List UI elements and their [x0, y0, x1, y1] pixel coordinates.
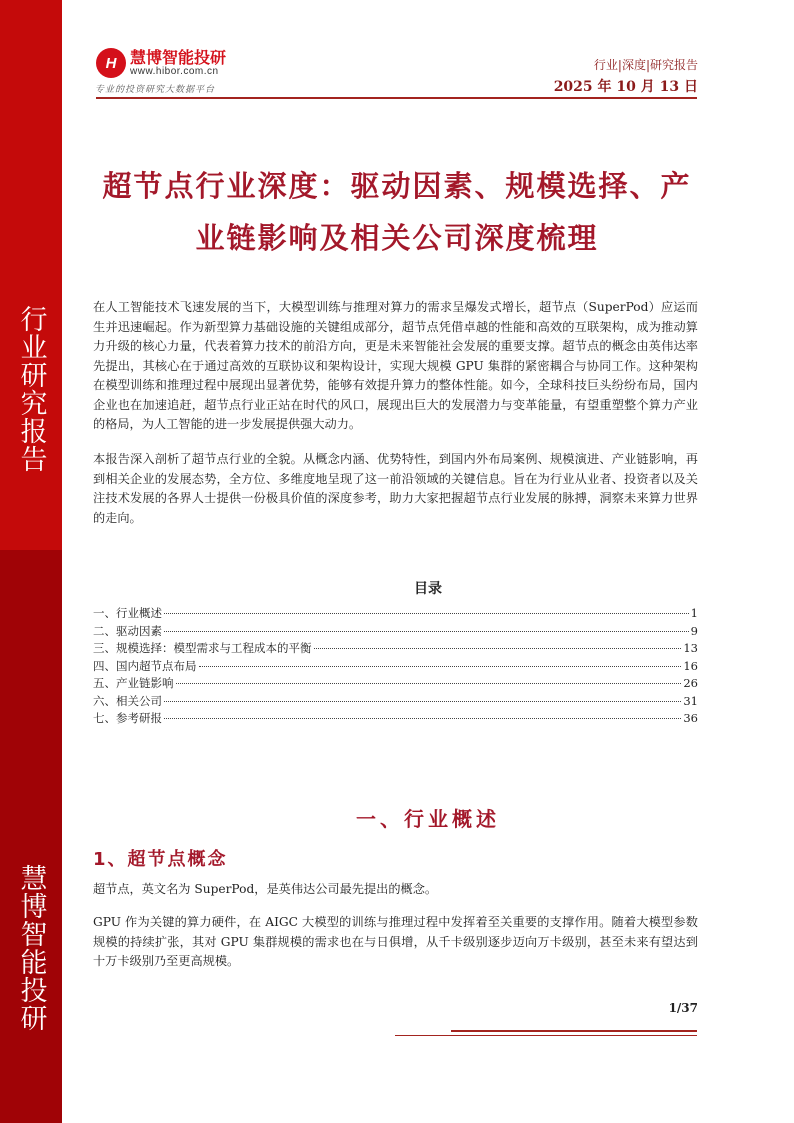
toc-item-label: 六、相关公司: [93, 693, 162, 708]
toc-item[interactable]: [93, 710, 698, 728]
toc-item-label: 五、产业链影响: [93, 676, 174, 690]
toc-item-label: 七、参考研报: [93, 711, 162, 725]
body-paragraph: GPU 作为关键的算力硬件，在 AIGC 大模型的训练与推理过程中发挥着至关重要的支撑作用。随着大模型参数规模的持续扩张，其对 GPU 集群规模的需求也在与日俱增，从千卡级别逐步迈向万卡级别，甚至未来有望达到十万卡级别乃至更高规模。: [93, 915, 698, 968]
toc-leader: [164, 718, 681, 719]
toc-item-page: 16: [683, 658, 698, 673]
logo-url: www.hibor.com.cn: [130, 66, 219, 77]
toc-item-page: 36: [683, 711, 698, 725]
toc-leader: [164, 701, 681, 702]
table-of-contents: [93, 605, 698, 728]
toc-item-page: 9: [690, 623, 698, 638]
toc-leader: [164, 631, 689, 632]
subsection-heading: 1、超节点概念: [93, 849, 228, 870]
intro-paragraph: 本报告深入剖析了超节点行业的全貌。从概念内涵、优势特性，到国内外布局案例、规模演进、产业链影响，再到相关企业的发展态势，全方位、多维度地呈现了这一前沿领域的关键信息。旨在为行业从业者、投资者以及关注技术发展的各界人士提供一份极具价值的深度参考，助力大家把握超节点行业发展的脉搏，洞察未来算力世界的走向。: [93, 452, 698, 525]
toc-item-page: 1: [690, 606, 698, 620]
section-heading: 一、行业概述: [356, 807, 500, 831]
toc-item-label: 一、行业概述: [93, 606, 162, 620]
page-title: 超节点行业深度：驱动因素、规模选择、产业链影响及相关公司深度梳理: [102, 169, 692, 255]
footer-divider: [395, 1035, 697, 1036]
toc-item[interactable]: [93, 605, 698, 623]
logo-name: 慧博智能投研: [130, 48, 227, 67]
toc-heading: 目录: [414, 581, 442, 597]
toc-item-label: 二、驱动因素: [93, 623, 162, 638]
toc-item[interactable]: [93, 623, 698, 641]
report-date: 2025 年 10 月 13 日: [553, 79, 698, 95]
sidebar-top-label: 行业研究报告: [15, 305, 47, 473]
sidebar-bottom-label: 慧博智能投研: [15, 863, 47, 1032]
toc-item-page: 31: [683, 693, 698, 708]
toc-item-label: 三、规模选择：模型需求与工程成本的平衡: [93, 641, 312, 655]
intro-paragraph: 在人工智能技术飞速发展的当下，大模型训练与推理对算力的需求呈爆发式增长，超节点（SuperPod）应运而生并迅速崛起。作为新型算力基础设施的关键组成部分，超节点凭借卓越的性能和高效的互联架构，成为推动算力升级的核心力量，代表着算力技术的前沿方向，更是未来智能社会发展的重要支撑。超节点的概念由英伟达率先提出，其核心在于通过高效的互联协议和架构设计，实现大规模 GPU 集群的紧密耦合与协同工作。这种架构在模型训练和推理过程中展现出显著优势，能够有效提升算力的整体性能。如今，全球科技巨头纷纷布局，国内企业也在加速追赶，超节点行业正站在时代的风口，展现出巨大的发展潜力与变革能量，有望重塑整个算力产业的格局，为人工智能的进一步发展提供强大动力。: [93, 300, 698, 431]
logo: [96, 48, 226, 78]
toc-leader: [199, 666, 682, 667]
header-divider: [96, 97, 697, 99]
toc-item-label: 四、国内超节点布局: [93, 658, 197, 673]
logo-icon: H: [96, 48, 126, 78]
toc-item-page: 13: [683, 641, 698, 655]
toc-leader: [314, 648, 682, 649]
report-type: 行业|深度|研究报告: [593, 58, 698, 72]
toc-item[interactable]: [93, 675, 698, 693]
toc-item[interactable]: [93, 658, 698, 676]
toc-item[interactable]: [93, 640, 698, 658]
sidebar-report-type: [0, 0, 62, 550]
header-meta: [554, 57, 698, 96]
toc-leader: [176, 683, 682, 684]
toc-item-page: 26: [683, 676, 698, 690]
logo-slogan: 专业的投资研究大数据平台: [95, 85, 216, 95]
toc-item[interactable]: [93, 693, 698, 711]
page-number: 1/37: [668, 1001, 698, 1015]
toc-leader: [164, 613, 689, 614]
footer-divider: [451, 1030, 697, 1032]
body-paragraph: 超节点，英文名为 SuperPod，是英伟达公司最先提出的概念。: [93, 882, 438, 896]
sidebar-brand: [0, 550, 62, 1123]
